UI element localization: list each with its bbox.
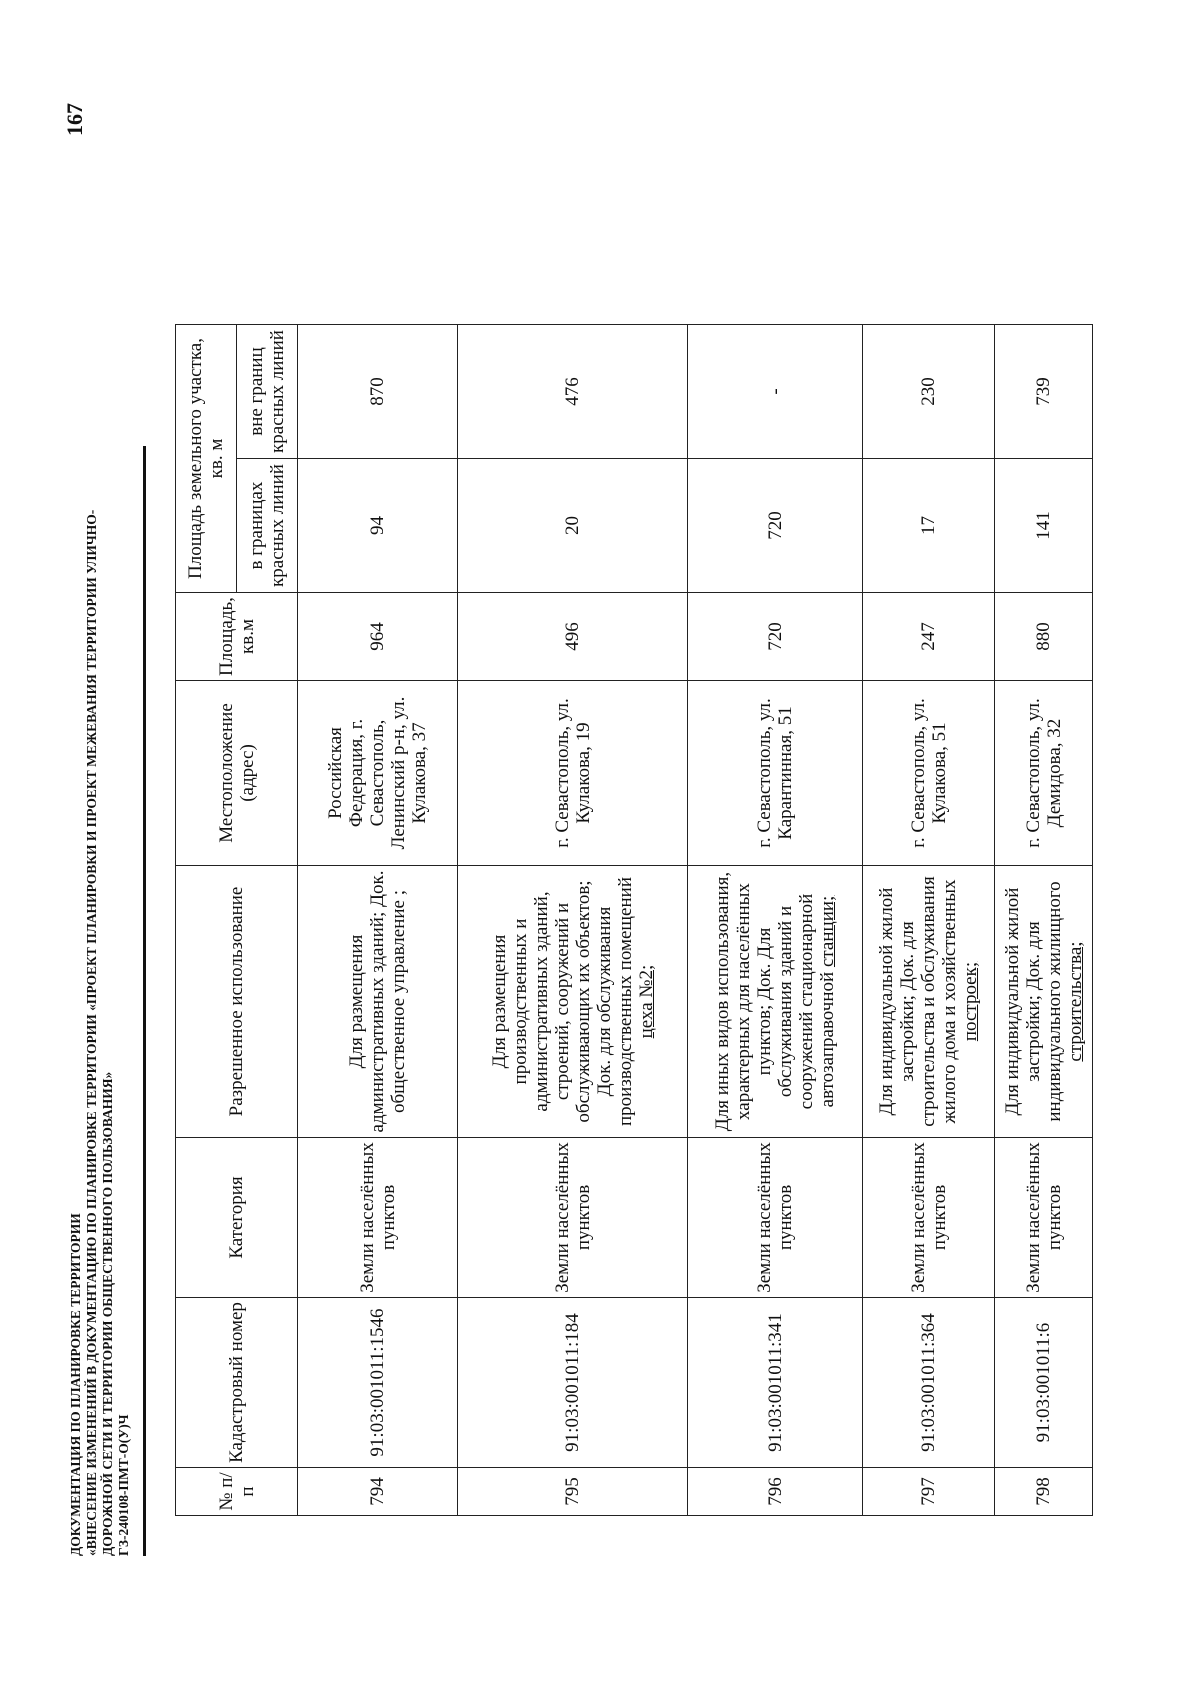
cell-location: г. Севастополь, ул. Кулакова, 19	[458, 681, 688, 866]
permitted-use-underlined: станции;	[817, 895, 838, 968]
col-header-category: Категория	[176, 1138, 298, 1298]
cell-location: Российская Федерация, г. Севастополь, Ленинский р-н, ул. Кулакова, 37	[298, 681, 458, 866]
table-row	[995, 325, 1093, 1516]
cell-num: 794	[298, 1468, 458, 1516]
cell-inside-red-lines: 141	[995, 459, 1093, 593]
cell-inside-red-lines: 20	[458, 459, 688, 593]
cell-category: Земли населённых пунктов	[298, 1138, 458, 1298]
permitted-use-text: Для индивидуальной жилой застройки; Док. для строительства и обслуживания жилого дома и хозяйственных	[876, 876, 960, 1127]
cell-category: Земли населённых пунктов	[863, 1138, 995, 1298]
cell-location: г. Севастополь, ул. Кулакова, 51	[863, 681, 995, 866]
cell-area: 496	[458, 593, 688, 681]
cell-cadastral: 91:03:001011:6	[995, 1298, 1093, 1468]
col-header-area: Площадь, кв.м	[176, 593, 298, 681]
permitted-use-underlined: строительства;	[1064, 941, 1086, 1062]
cell-category: Земли населённых пунктов	[688, 1138, 863, 1298]
permitted-use-text: Для иных видов использования, характерных для населённых пунктов; Док. Для обслуживания зданий и сооружений стационарной автозаправочной	[712, 871, 838, 1132]
cell-area: 720	[688, 593, 863, 681]
cell-location: г. Севастополь, ул. Демидова, 32	[995, 681, 1093, 866]
col-header-cadastral: Кадастровый номер	[176, 1298, 298, 1468]
cell-outside-red-lines: 476	[458, 325, 688, 459]
cell-num: 798	[995, 1468, 1093, 1516]
cell-permitted-use	[995, 866, 1093, 1138]
cell-inside-red-lines: 17	[863, 459, 995, 593]
cell-area: 247	[863, 593, 995, 681]
cell-num: 795	[458, 1468, 688, 1516]
cell-permitted-use	[298, 866, 458, 1138]
col-header-inside-red-lines: в границах красных линий	[237, 459, 298, 593]
table-row	[298, 325, 458, 1516]
cell-area: 964	[298, 593, 458, 681]
cell-outside-red-lines: -	[688, 325, 863, 459]
cell-permitted-use	[863, 866, 995, 1138]
cell-area: 880	[995, 593, 1093, 681]
page-number: 167	[62, 103, 87, 136]
cell-category: Земли населённых пунктов	[458, 1138, 688, 1298]
header-line-4: ГЗ-240108-ПМТ-О(У)Ч	[116, 1414, 131, 1556]
cell-num: 797	[863, 1468, 995, 1516]
col-header-location: Местоположение (адрес)	[176, 681, 298, 866]
header-divider	[143, 446, 146, 1556]
header-line-1: ДОКУМЕНТАЦИЯ ПО ПЛАНИРОВКЕ ТЕРРИТОРИИ	[68, 1213, 83, 1556]
cell-cadastral: 91:03:001011:184	[458, 1298, 688, 1468]
table-row	[863, 325, 995, 1516]
permitted-use-text: Для размещения производственных и административных зданий, строений, сооружений и обслуживающих их объектов; Док. для обслуживания производственных помещений	[488, 877, 636, 1127]
document-header	[68, 56, 132, 1556]
cell-permitted-use	[458, 866, 688, 1138]
col-header-num: № п/п	[176, 1468, 298, 1516]
cell-cadastral: 91:03:001011:364	[863, 1298, 995, 1468]
header-line-3: ДОРОЖНОЙ СЕТИ И ТЕРРИТОРИИ ОБЩЕСТВЕННОГО ПОЛЬЗОВАНИЯ»	[100, 1071, 115, 1556]
cell-inside-red-lines: 720	[688, 459, 863, 593]
permitted-use-text: Для размещения административных зданий; Док. общественное управление ;	[346, 870, 409, 1133]
cell-cadastral: 91:03:001011:1546	[298, 1298, 458, 1468]
col-header-area-group: Площадь земельного участка, кв. м	[176, 325, 237, 593]
table-row	[688, 325, 863, 1516]
cell-permitted-use	[688, 866, 863, 1138]
cell-outside-red-lines: 870	[298, 325, 458, 459]
cell-outside-red-lines: 739	[995, 325, 1093, 459]
permitted-use-underlined: построек;	[960, 961, 981, 1042]
col-header-outside-red-lines: вне границ красных линий	[237, 325, 298, 459]
col-header-permitted-use: Разрешенное использование	[176, 866, 298, 1138]
permitted-use-text: Для индивидуальной жилой застройки; Док. для индивидуального жилищного	[1001, 881, 1065, 1122]
permitted-use-underlined: цеха №2;	[635, 964, 657, 1039]
cell-location: г. Севастополь, ул. Карантинная, 51	[688, 681, 863, 866]
header-line-2: «ВНЕСЕНИЕ ИЗМЕНЕНИЙ В ДОКУМЕНТАЦИЮ ПО ПЛАНИРОВКЕ ТЕРРИТОРИИ «ПРОЕКТ ПЛАНИРОВКИ И ПРОЕКТ МЕЖЕВАНИЯ ТЕРРИТОРИИ УЛИЧНО-	[84, 509, 99, 1556]
cell-cadastral: 91:03:001011:341	[688, 1298, 863, 1468]
cell-category: Земли населённых пунктов	[995, 1138, 1093, 1298]
land-plots-table	[175, 324, 1093, 1516]
cell-num: 796	[688, 1468, 863, 1516]
table-row	[458, 325, 688, 1516]
cell-outside-red-lines: 230	[863, 325, 995, 459]
cell-inside-red-lines: 94	[298, 459, 458, 593]
